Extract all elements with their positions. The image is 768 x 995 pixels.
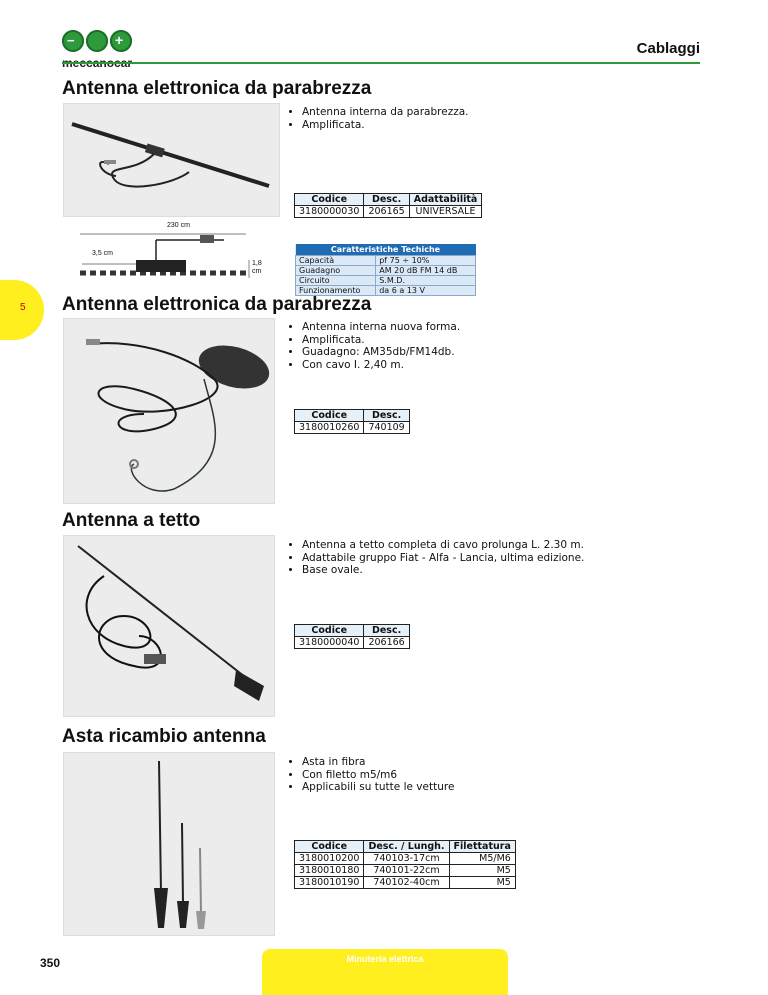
table-header: Desc. / Lungh. <box>364 841 449 853</box>
feature-list <box>288 756 454 794</box>
new-shape-antenna-image <box>64 319 274 503</box>
table-row <box>295 637 410 649</box>
table-cell: 3180010180 <box>295 865 364 877</box>
product-title: Antenna a tetto <box>62 510 201 531</box>
list-item: • Base ovale. <box>302 564 584 577</box>
product-title: Asta ricambio antenna <box>62 726 266 747</box>
length-dimension: 230 cm <box>167 222 190 229</box>
height-dimension: 3,5 cm <box>92 250 114 257</box>
spec-title: Caratteristiche Techiche <box>296 244 476 256</box>
thickness-unit: cm <box>252 268 262 275</box>
minus-glyph-icon: − <box>67 33 75 48</box>
product-title: Antenna elettronica da parabrezza <box>62 78 372 99</box>
list-item: • Antenna a tetto completa di cavo prolunga L. 2.30 m. <box>302 539 584 552</box>
table-row <box>295 853 516 865</box>
spec-value: da 6 a 13 V <box>376 286 476 296</box>
section-title: Cablaggi <box>636 40 700 57</box>
spec-label: Capacità <box>296 256 376 266</box>
feature-list <box>288 321 460 371</box>
table-row <box>296 266 476 276</box>
section-tab[interactable] <box>262 949 508 995</box>
product-table <box>294 409 410 434</box>
product-title: Antenna elettronica da parabrezza <box>62 294 372 315</box>
table-row <box>296 276 476 286</box>
table-cell: 740103-17cm <box>364 853 449 865</box>
table-header: Desc. <box>364 194 409 206</box>
page-number: 350 <box>40 956 61 970</box>
table-cell: M5 <box>449 877 515 889</box>
feature-list <box>288 106 469 131</box>
spec-label: Guadagno <box>296 266 376 276</box>
gear-circle-icon <box>86 30 108 52</box>
table-cell: 740101-22cm <box>364 865 449 877</box>
windshield-antenna-image <box>64 104 279 216</box>
table-header: Filettatura <box>449 841 515 853</box>
table-header: Codice <box>295 625 364 637</box>
table-cell: 3180010200 <box>295 853 364 865</box>
list-item: • Guadagno: AM35db/FM14db. <box>302 346 460 359</box>
table-cell: 740109 <box>364 422 409 434</box>
list-item: • Applicabili su tutte le vetture <box>302 781 454 794</box>
feature-list <box>288 539 584 577</box>
table-header: Desc. <box>364 625 409 637</box>
table-cell: M5/M6 <box>449 853 515 865</box>
spec-value: pf 75 ÷ 10% <box>376 256 476 266</box>
spec-value: AM 20 dB FM 14 dB <box>376 266 476 276</box>
table-cell: 3180000030 <box>295 206 364 218</box>
list-item: • Antenna interna nuova forma. <box>302 321 460 334</box>
table-header: Codice <box>295 194 364 206</box>
product-photo <box>63 318 275 504</box>
list-item: • Adattabile gruppo Fiat - Alfa - Lancia, ultima edizione. <box>302 552 584 565</box>
product-table <box>294 624 410 649</box>
list-item: • Con filetto m5/m6 <box>302 769 454 782</box>
spec-label: Funzionamento <box>296 286 376 296</box>
header-divider <box>62 62 700 64</box>
product-photo <box>63 103 280 217</box>
table-cell: 3180010190 <box>295 877 364 889</box>
table-row <box>296 256 476 266</box>
table-row <box>295 865 516 877</box>
spec-table <box>295 244 476 296</box>
table-cell: 206165 <box>364 206 409 218</box>
table-header: Adattabilità <box>409 194 482 206</box>
list-item: • Amplificata. <box>302 119 469 132</box>
table-cell: 740102-40cm <box>364 877 449 889</box>
table-cell: UNIVERSALE <box>409 206 482 218</box>
table-row <box>295 877 516 889</box>
roof-antenna-image <box>64 536 274 716</box>
plus-glyph-icon: + <box>115 32 124 48</box>
table-cell: 3180000040 <box>295 637 364 649</box>
product-table <box>294 193 482 218</box>
thickness-dimension: 1,8 <box>252 260 262 267</box>
table-cell: 3180010260 <box>295 422 364 434</box>
table-header: Codice <box>295 841 364 853</box>
table-cell: M5 <box>449 865 515 877</box>
chapter-number: 5 <box>20 302 26 313</box>
table-row <box>295 206 482 218</box>
table-cell: 206166 <box>364 637 409 649</box>
list-item: • Antenna interna da parabrezza. <box>302 106 469 119</box>
antenna-rods-image <box>64 753 274 935</box>
product-photo <box>63 752 275 936</box>
spec-label: Circuito <box>296 276 376 286</box>
list-item: • Amplificata. <box>302 334 460 347</box>
list-item: • Con cavo I. 2,40 m. <box>302 359 460 372</box>
list-item: • Asta in fibra <box>302 756 454 769</box>
product-photo <box>63 535 275 717</box>
table-header: Codice <box>295 410 364 422</box>
dimension-drawing <box>74 222 264 282</box>
section-tab-label: Minuteria elettrica <box>346 954 424 964</box>
table-row <box>295 422 410 434</box>
product-table <box>294 840 516 889</box>
table-header: Desc. <box>364 410 409 422</box>
spec-value: S.M.D. <box>376 276 476 286</box>
